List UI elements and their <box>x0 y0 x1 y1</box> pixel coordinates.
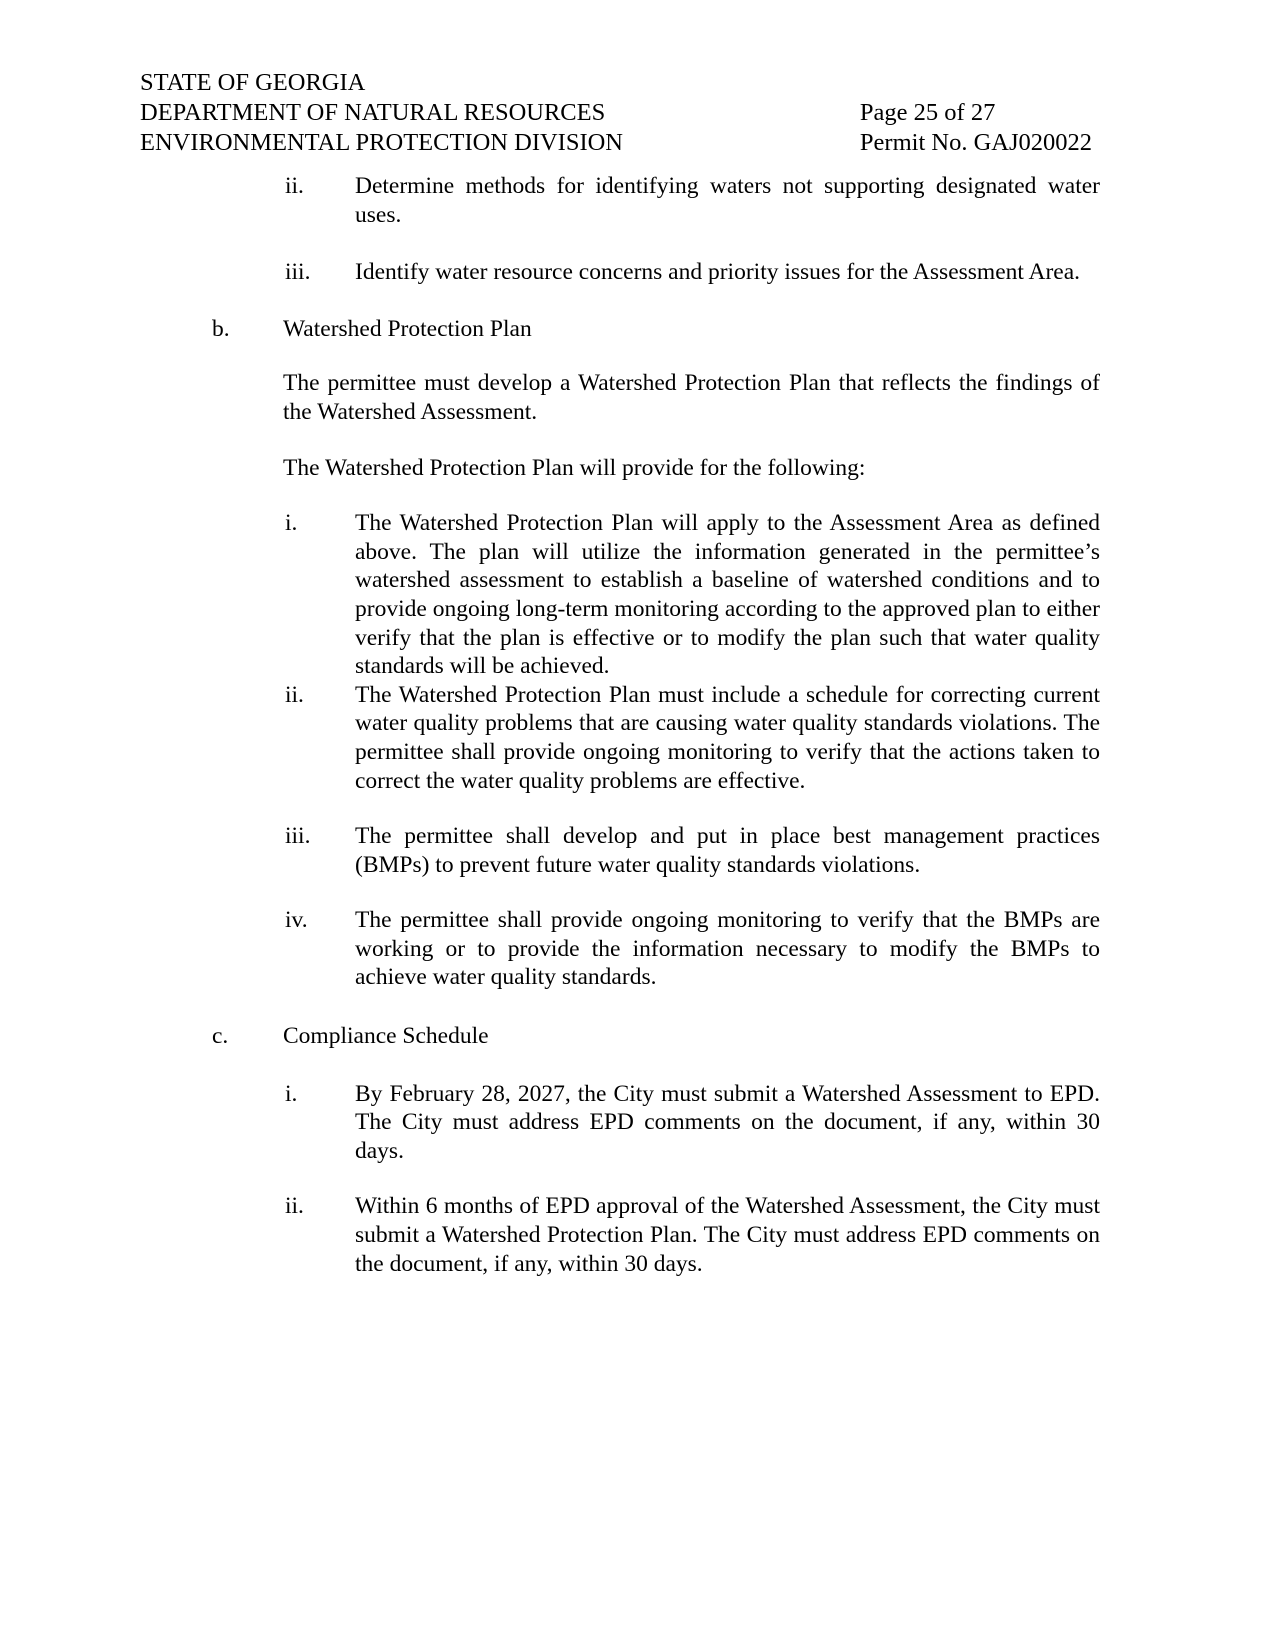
list-marker: ii. <box>285 681 304 708</box>
list-item <box>140 681 1100 795</box>
header-line-state: STATE OF GEORGIA <box>140 69 366 96</box>
list-item <box>140 258 1100 287</box>
list-item <box>140 822 1100 879</box>
section-marker: c. <box>212 1023 229 1050</box>
list-item-text: The permittee shall develop and put in place best management practices (BMPs) to prevent future water quality standards violations. <box>355 823 1100 878</box>
section-heading-b <box>140 315 1100 344</box>
paragraph-b-2: The Watershed Protection Plan will provide for the following: <box>283 454 866 481</box>
list-marker: iii. <box>285 823 311 850</box>
list-item <box>140 509 1100 681</box>
list-item-text: By February 28, 2027, the City must submit a Watershed Assessment to EPD. The City must address EPD comments on the document, if any, within 30 days. <box>355 1080 1100 1164</box>
page-header <box>140 68 1100 158</box>
list-item-text: The permittee shall provide ongoing monitoring to verify that the BMPs are working or to provide the information necessary to modify the BMPs to achieve water quality standards. <box>355 907 1100 991</box>
list-item-text: Determine methods for identifying waters not supporting designated water uses. <box>355 173 1100 228</box>
agency-identification <box>140 68 623 158</box>
list-item <box>140 1192 1100 1278</box>
section-heading-c <box>140 1022 1100 1051</box>
list-marker: ii. <box>285 173 304 199</box>
permit-number-label: Permit No. GAJ020022 <box>859 129 1092 156</box>
list-marker: i. <box>285 1080 298 1107</box>
section-marker: b. <box>212 315 230 342</box>
list-item-text: The Watershed Protection Plan must include a schedule for correcting current water quality problems that are causing water quality standards violations. The permittee shall provide ongoing monitoring to verify that the actions taken to correct the water quality problems are effective. <box>355 681 1100 794</box>
page-body <box>140 172 1100 1278</box>
list-marker: ii. <box>285 1193 304 1220</box>
list-item-text: Identify water resource concerns and priority issues for the Assessment Area. <box>355 259 1081 286</box>
list-item-text: The Watershed Protection Plan will apply to the Assessment Area as defined above. The plan will utilize the information generated in the permittee’s watershed assessment to establish a baseline of watershed conditions and to provide ongoing long-term monitoring according to the approved plan to either verify that the plan is effective or to modify the plan such that water quality standards will be achieved. <box>355 510 1100 680</box>
header-line-division: ENVIRONMENTAL PROTECTION DIVISION <box>140 129 624 156</box>
header-line-department: DEPARTMENT OF NATURAL RESOURCES <box>140 99 606 126</box>
list-marker: i. <box>285 510 298 537</box>
list-marker: iii. <box>285 259 311 286</box>
list-marker: iv. <box>285 907 308 934</box>
list-item <box>140 172 1100 229</box>
page-number-label: Page 25 of 27 <box>859 99 996 126</box>
page-meta <box>860 68 1092 158</box>
list-item <box>140 1080 1100 1166</box>
section-heading-text: Compliance Schedule <box>283 1023 489 1050</box>
list-item-text: Within 6 months of EPD approval of the Watershed Assessment, the City must submit a Watershed Protection Plan. The City must address EPD comments on the document, if any, within 30 days. <box>355 1193 1100 1277</box>
list-item <box>140 906 1100 992</box>
section-heading-text: Watershed Protection Plan <box>283 315 532 342</box>
paragraph-b-1: The permittee must develop a Watershed Protection Plan that reflects the findings of the Watershed Assessment. <box>283 370 1100 425</box>
